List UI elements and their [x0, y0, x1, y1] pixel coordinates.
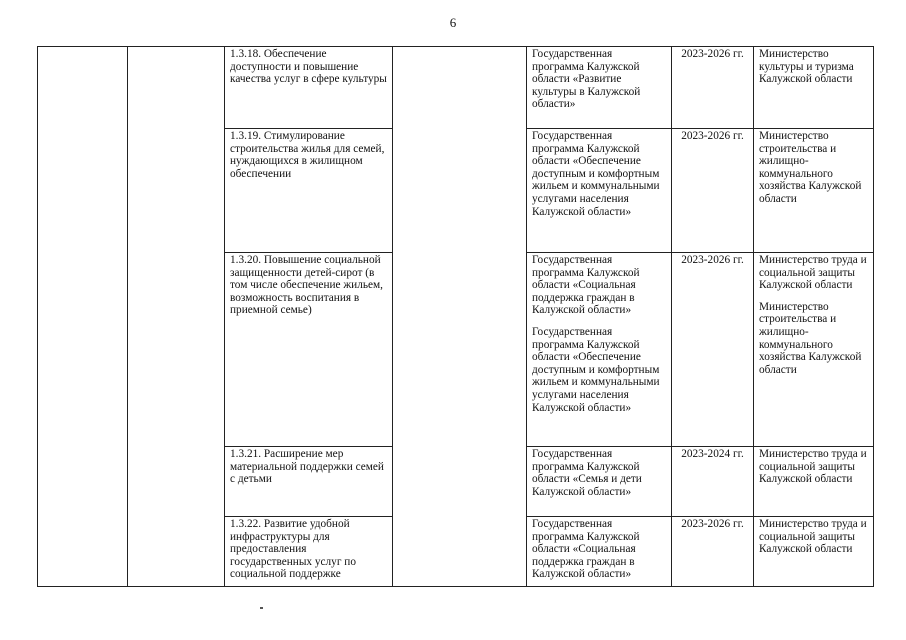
- executor-text: Министерство культуры и туризма Калужской области: [759, 48, 854, 86]
- measure-cell: 1.3.18. Обеспечение доступности и повышение качества услуг в сфере культуры: [225, 47, 393, 129]
- program-cell: [527, 447, 672, 517]
- program-text: Государственная программа Калужской области «Социальная поддержка граждан в Калужской области»: [532, 518, 640, 581]
- program-cell: [527, 253, 672, 447]
- table-body: [38, 47, 874, 587]
- executor-cell: [754, 129, 874, 253]
- executor-cell: [754, 253, 874, 447]
- period-cell: 2023-2026 гг.: [672, 517, 754, 587]
- measure-cell: 1.3.19. Стимулирование строительства жилья для семей, нуждающихся в жилищном обеспечении: [225, 129, 393, 253]
- program-text: Государственная программа Калужской области «Обеспечение доступным и комфортным жильем и коммунальными услугами населения Калужской области»: [532, 130, 660, 218]
- executor-cell: [754, 517, 874, 587]
- period-cell: 2023-2026 гг.: [672, 129, 754, 253]
- executor-text: Министерство труда и социальной защиты Калужской области: [759, 518, 867, 556]
- program-cell: [527, 47, 672, 129]
- program-cell: [527, 517, 672, 587]
- page-number: 6: [449, 15, 457, 30]
- table-row: [38, 47, 874, 129]
- period-cell: 2023-2026 гг.: [672, 47, 754, 129]
- program-text: Государственная программа Калужской области «Развитие культуры в Калужской области»: [532, 48, 641, 111]
- program-text: Государственная программа Калужской области «Семья и дети Калужской области»: [532, 448, 642, 498]
- measures-table: [37, 46, 874, 587]
- measure-cell: 1.3.20. Повышение социальной защищенности детей-сирот (в том числе обеспечение жильем, возможность воспитания в приемной семье): [225, 253, 393, 447]
- blank-column-cell: [393, 47, 527, 587]
- executor-text: Министерство строительства и жилищно-коммунального хозяйства Калужской области: [759, 130, 862, 205]
- measure-cell: 1.3.21. Расширение мер материальной поддержки семей с детьми: [225, 447, 393, 517]
- blank-column-cell: [38, 47, 128, 587]
- executor-text: Министерство строительства и жилищно-коммунального хозяйства Калужской области: [759, 300, 862, 376]
- period-cell: 2023-2024 гг.: [672, 447, 754, 517]
- program-text: Государственная программа Калужской области «Социальная поддержка граждан в Калужской области»: [532, 254, 640, 317]
- period-cell: 2023-2026 гг.: [672, 253, 754, 447]
- executor-cell: [754, 47, 874, 129]
- program-cell: [527, 129, 672, 253]
- blank-column-cell: [128, 47, 225, 587]
- program-text: Государственная программа Калужской области «Обеспечение доступным и комфортным жильем и коммунальными услугами населения Калужской области»: [532, 325, 660, 414]
- executor-text: Министерство труда и социальной защиты Калужской области: [759, 448, 867, 486]
- scan-mark: [260, 607, 263, 609]
- executor-text: Министерство труда и социальной защиты Калужской области: [759, 254, 867, 292]
- measure-cell: 1.3.22. Развитие удобной инфраструктуры для предоставления государственных услуг по социальной поддержке: [225, 517, 393, 587]
- executor-cell: [754, 447, 874, 517]
